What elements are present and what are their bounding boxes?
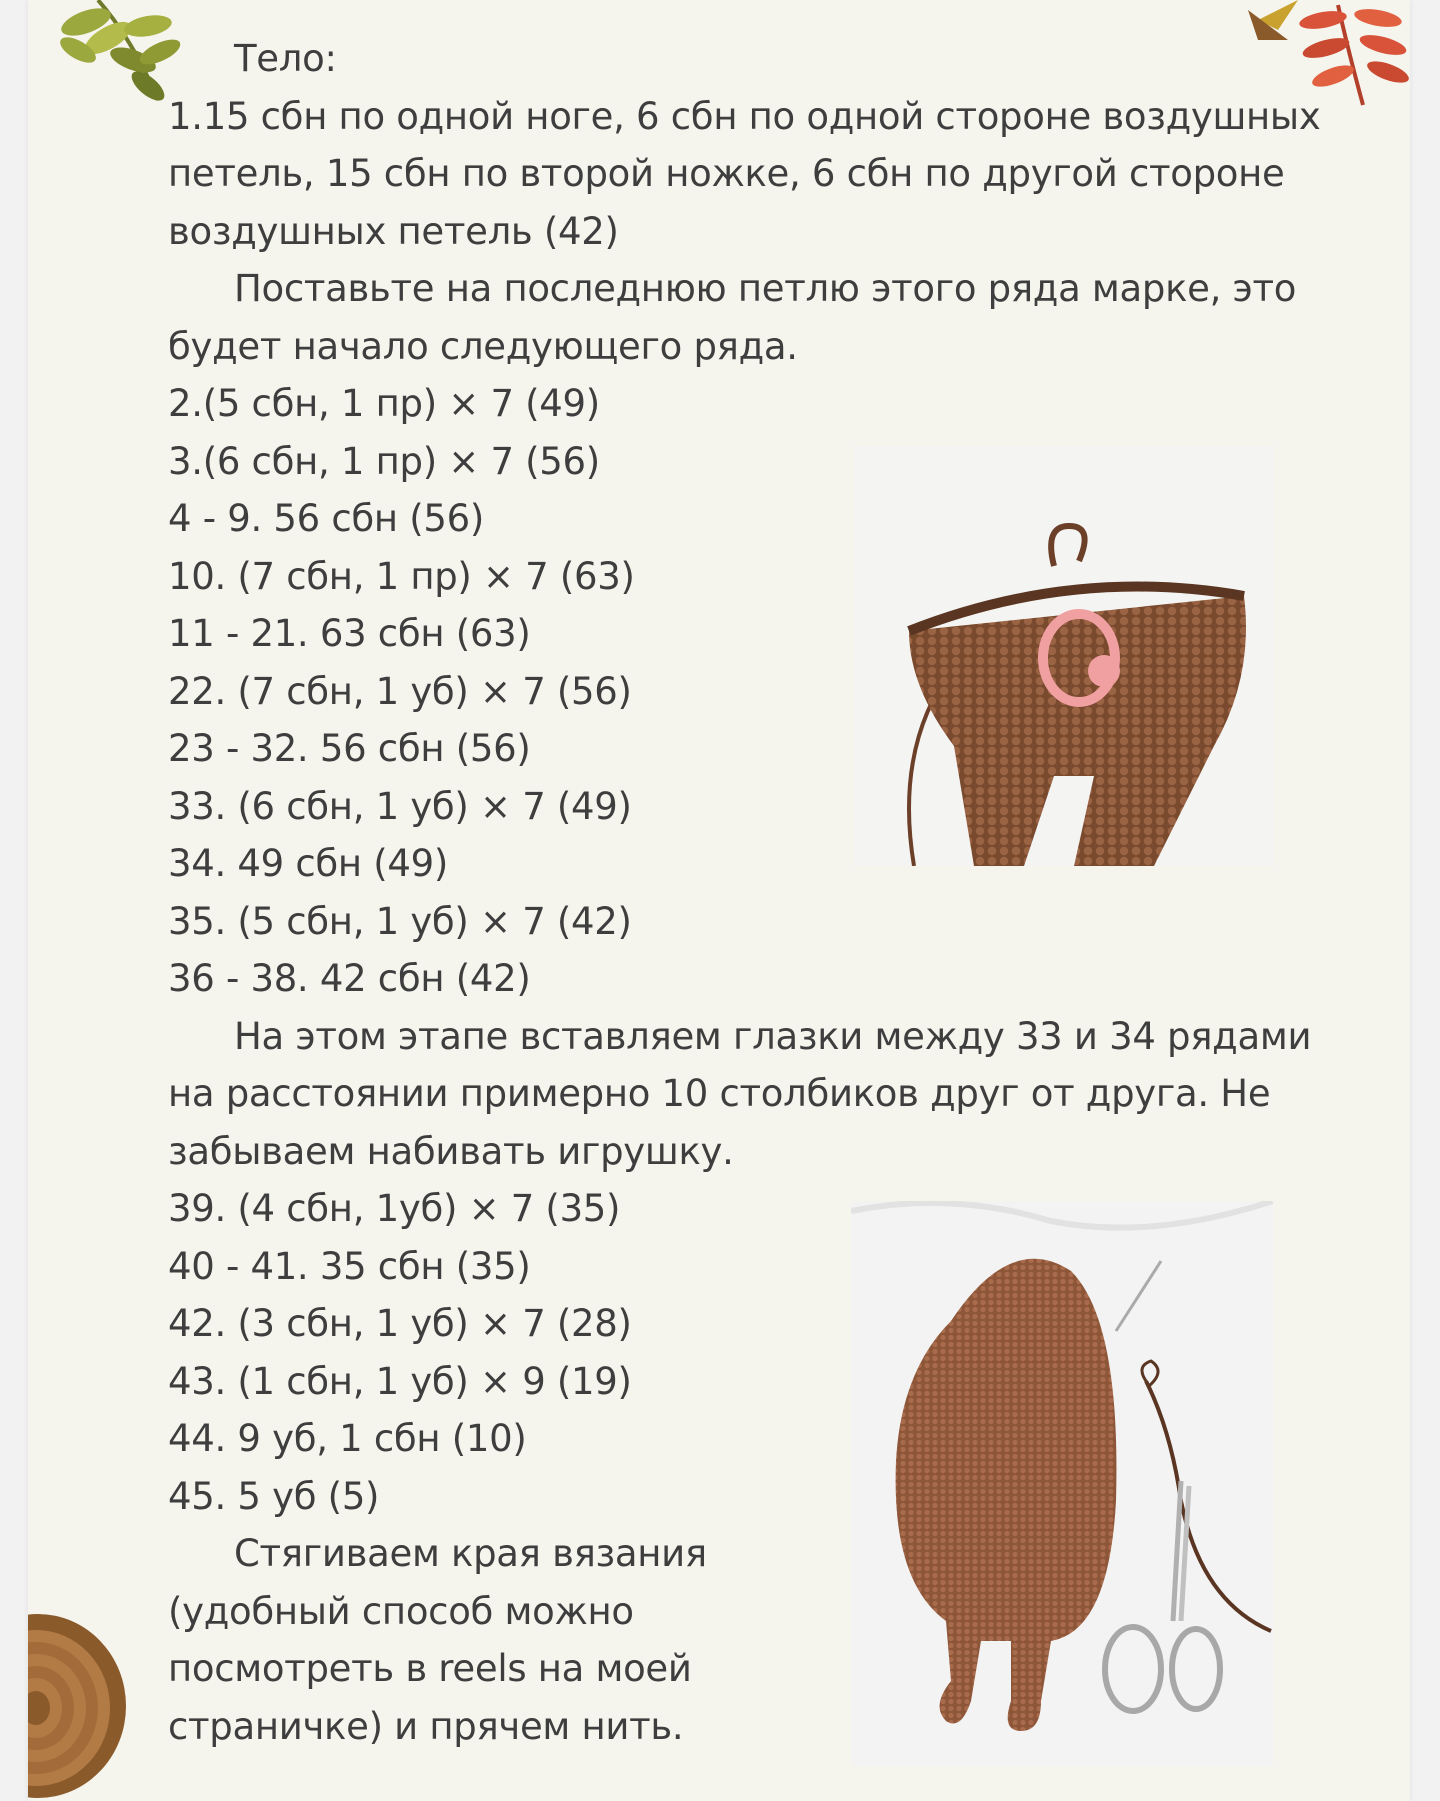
pattern-line: 39. (4 сбн, 1уб) × 7 (35) bbox=[168, 1187, 621, 1230]
wood-slice-icon bbox=[28, 1612, 128, 1801]
pattern-line: 43. (1 сбн, 1 уб) × 9 (19) bbox=[168, 1359, 632, 1403]
pattern-line: будет начало следующего ряда. bbox=[168, 324, 798, 368]
recipe-page bbox=[28, 0, 1410, 1801]
pattern-line: 40 - 41. 35 сбн (35) bbox=[168, 1244, 531, 1288]
pattern-line: 22. (7 сбн, 1 уб) × 7 (56) bbox=[168, 669, 632, 713]
pattern-line: 3.(6 сбн, 1 пр) × 7 (56) bbox=[168, 439, 600, 483]
pattern-line: 33. (6 сбн, 1 уб) × 7 (49) bbox=[168, 784, 632, 828]
pattern-line: 23 - 32. 56 сбн (56) bbox=[168, 727, 531, 770]
pattern-line: посмотреть в reels на моей bbox=[168, 1647, 692, 1690]
pattern-line: 45. 5 уб (5) bbox=[168, 1474, 380, 1518]
pattern-line: 10. (7 сбн, 1 пр) × 7 (63) bbox=[168, 554, 635, 598]
green-leaves-icon bbox=[38, 0, 188, 110]
pattern-line: воздушных петель (42) bbox=[168, 209, 619, 253]
pattern-line: 36 - 38. 42 сбн (42) bbox=[168, 957, 531, 1000]
pattern-line: Стягиваем края вязания bbox=[234, 1532, 707, 1575]
pattern-line: на расстоянии примерно 10 столбиков друг от друга. Не bbox=[168, 1072, 1271, 1115]
pattern-line: 4 - 9. 56 сбн (56) bbox=[168, 497, 484, 540]
pattern-line: 35. (5 сбн, 1 уб) × 7 (42) bbox=[168, 899, 632, 943]
pattern-line: забываем набивать игрушку. bbox=[168, 1129, 734, 1173]
section-title: Тело: bbox=[234, 37, 337, 80]
pattern-line: страничке) и прячем нить. bbox=[168, 1704, 684, 1748]
pattern-line: 42. (3 сбн, 1 уб) × 7 (28) bbox=[168, 1302, 632, 1345]
crochet-legs-with-stitch-marker-photo bbox=[854, 446, 1274, 866]
pattern-line: На этом этапе вставляем глазки между 33 и 34 рядами bbox=[234, 1014, 1312, 1058]
pattern-line: 11 - 21. 63 сбн (63) bbox=[168, 612, 531, 655]
pattern-line: 2.(5 сбн, 1 пр) × 7 (49) bbox=[168, 382, 600, 425]
pattern-line: 34. 49 сбн (49) bbox=[168, 842, 449, 885]
pattern-line: Поставьте на последнюю петлю этого ряда марке, это bbox=[234, 267, 1297, 310]
pattern-line: (удобный способ можно bbox=[168, 1589, 634, 1633]
pattern-line: 44. 9 уб, 1 сбн (10) bbox=[168, 1417, 527, 1460]
crochet-body-with-scissors-photo bbox=[851, 1201, 1273, 1766]
pattern-line: 1.15 сбн по одной ноге, 6 сбн по одной стороне воздушных bbox=[168, 94, 1321, 138]
pattern-line: петель, 15 сбн по второй ножке, 6 сбн по другой стороне bbox=[168, 152, 1285, 195]
